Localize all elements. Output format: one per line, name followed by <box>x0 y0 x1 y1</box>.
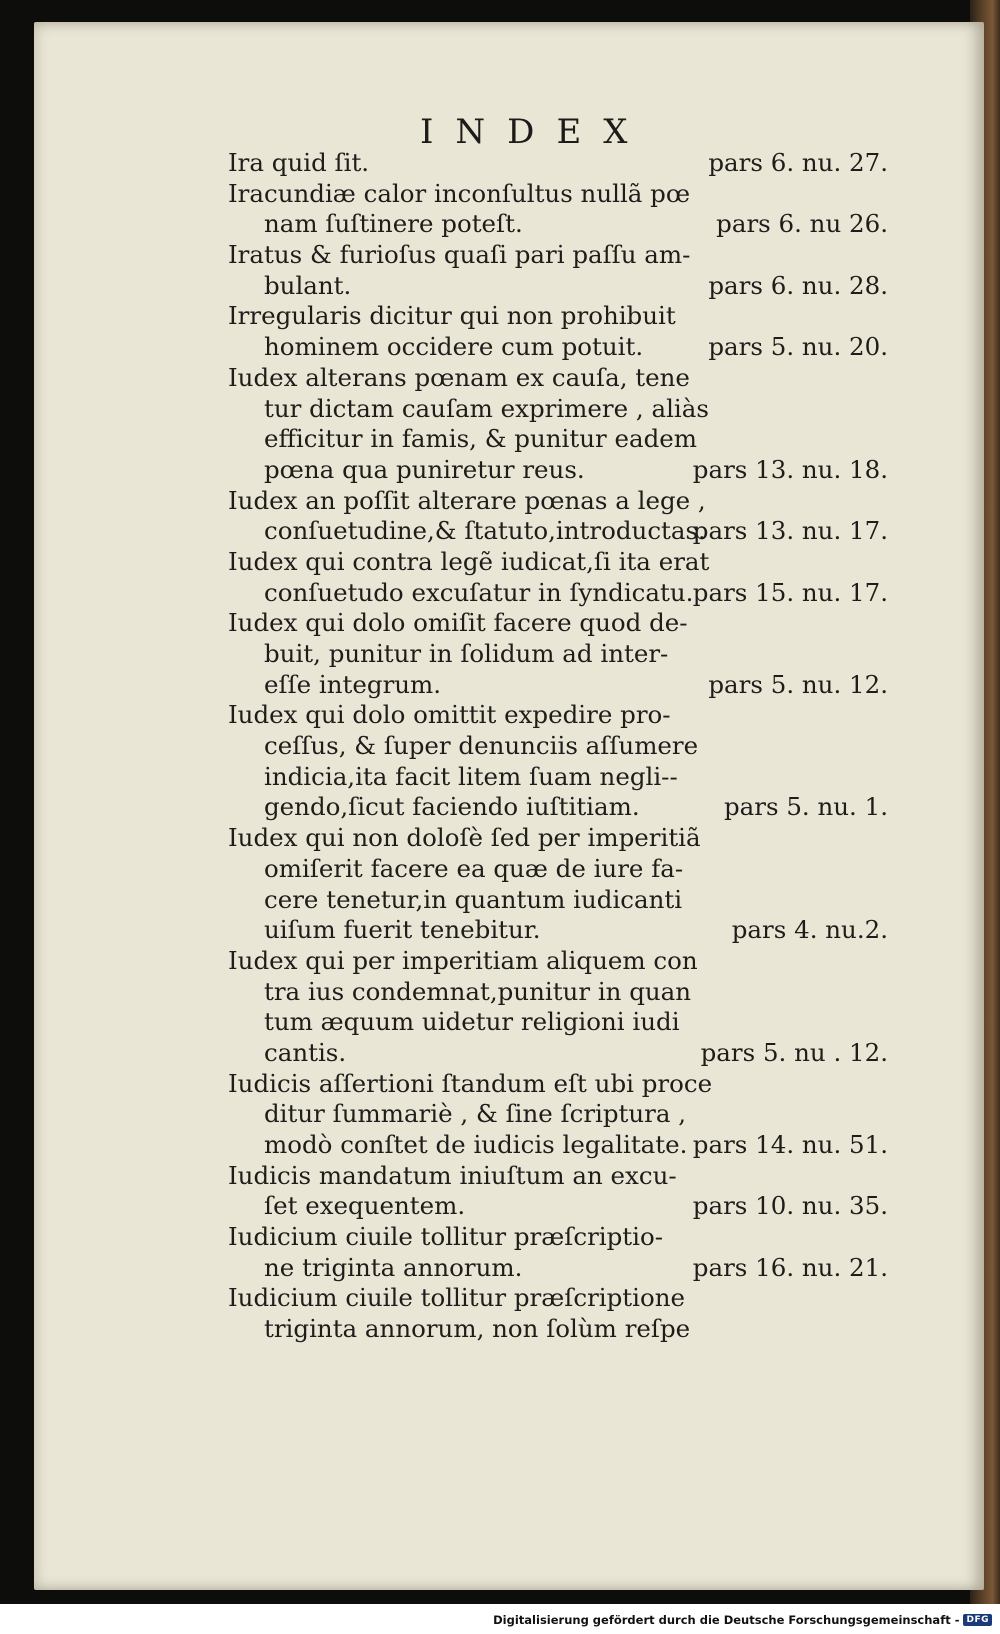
entry-reference: pars 4. nu.2. <box>731 915 888 945</box>
dfg-logo: DFG <box>963 1614 992 1626</box>
index-entry <box>228 1283 888 1344</box>
index-entry <box>228 301 888 362</box>
entry-line <box>228 363 888 394</box>
entry-text: pœna qua puniretur reus. <box>264 454 585 484</box>
entry-text: gendo,ſicut faciendo iuſtitiam. <box>264 792 640 822</box>
entry-text: Iudex qui dolo omiſit facere quod de- <box>228 608 688 638</box>
entry-line <box>228 240 888 271</box>
entry-reference: pars 13. nu. 18. <box>692 454 888 484</box>
entry-text: cere tenetur,in quantum iudicanti <box>264 884 683 914</box>
index-entry <box>228 179 888 240</box>
entry-text: Iudex qui per imperitiam aliquem con <box>228 945 698 975</box>
entry-line <box>228 179 888 210</box>
entry-text: omiſerit facere ea quæ de iure fa- <box>264 853 684 883</box>
entry-line <box>228 209 888 240</box>
entry-reference: pars 15. nu. 17. <box>692 577 888 607</box>
entry-line <box>228 700 888 731</box>
entry-line <box>228 1069 888 1100</box>
entry-text: Iudex qui contra legẽ iudicat,ſi ita erat <box>228 546 710 576</box>
entry-reference: pars 6. nu. 28. <box>708 270 888 300</box>
entry-text: conſuetudine,& ſtatuto,introductas. <box>264 516 706 546</box>
entry-line <box>228 424 888 455</box>
entry-reference: pars 13. nu. 17. <box>692 516 888 546</box>
entry-text: bulant. <box>264 270 352 300</box>
entry-line <box>228 1253 888 1284</box>
index-entry <box>228 148 888 179</box>
entry-line <box>228 455 888 486</box>
index-entry <box>228 946 888 1069</box>
entry-text: Iudex alterans pœnam ex cauſa, tene <box>228 362 690 392</box>
entry-text: tum æquum uidetur religioni iudi <box>264 1007 680 1037</box>
entry-reference: pars 5. nu. 1. <box>723 792 888 822</box>
entry-text: Iudex an poſſit alterare pœnas a lege , <box>228 485 706 515</box>
entry-text: conſuetudo excuſatur in ſyndicatu. <box>264 577 694 607</box>
entry-text: Iudex qui dolo omittit expedire pro- <box>228 700 671 730</box>
index-entry <box>228 608 888 700</box>
entry-line <box>228 762 888 793</box>
index-entries <box>228 148 888 1345</box>
index-entry <box>228 1222 888 1283</box>
entry-text: Ira quid ſit. <box>228 148 370 177</box>
entry-line <box>228 792 888 823</box>
entry-line <box>228 301 888 332</box>
entry-reference: pars 6. nu 26. <box>716 209 888 239</box>
entry-text: nam ſuſtinere poteſt. <box>264 209 523 239</box>
entry-text: tur dictam cauſam exprimere , aliàs <box>264 393 709 423</box>
index-entry <box>228 486 888 547</box>
entry-line <box>228 1099 888 1130</box>
entry-text: cantis. <box>264 1037 347 1067</box>
entry-text: tra ius condemnat,punitur in quan <box>264 976 692 1006</box>
entry-line <box>228 639 888 670</box>
entry-text: Iudex qui non doloſè ſed per imperitiã <box>228 823 701 853</box>
entry-line <box>228 977 888 1008</box>
entry-line <box>228 1130 888 1161</box>
index-entry <box>228 700 888 823</box>
entry-reference: pars 6. nu. 27. <box>708 148 888 177</box>
index-entry <box>228 1069 888 1161</box>
entry-text: Iudicium ciuile tollitur præſcriptio- <box>228 1222 664 1252</box>
entry-line <box>228 271 888 302</box>
entry-reference: pars 16. nu. 21. <box>692 1252 888 1282</box>
index-entry <box>228 240 888 301</box>
entry-text: uiſum fuerit tenebitur. <box>264 915 541 945</box>
entry-text: Iratus & furioſus quaſi pari paſſu am- <box>228 240 691 270</box>
entry-text: modò conſtet de iudicis legalitate. <box>264 1130 688 1159</box>
entry-text: ſet exequentem. <box>264 1191 466 1221</box>
entry-line <box>228 394 888 425</box>
index-entry <box>228 1161 888 1222</box>
page-header: INDEX <box>420 112 650 152</box>
entry-text: eſſe integrum. <box>264 669 442 699</box>
entry-line <box>228 148 888 179</box>
index-entry <box>228 823 888 946</box>
entry-text: Iudicis aſſertioni ſtandum eſt ubi proce <box>228 1068 713 1098</box>
entry-line <box>228 946 888 977</box>
entry-text: Iracundiæ calor inconſultus nullã pœ <box>228 178 691 208</box>
entry-line <box>228 486 888 517</box>
entry-text: indicia,ita facit litem ſuam negli-- <box>264 761 678 791</box>
entry-text: Iudicis mandatum iniuſtum an excu- <box>228 1160 677 1190</box>
entry-line <box>228 578 888 609</box>
entry-text: hominem occidere cum potuit. <box>264 332 644 362</box>
entry-reference: pars 14. nu. 51. <box>692 1130 888 1159</box>
entry-text: buit, punitur in ſolidum ad inter- <box>264 639 669 668</box>
entry-line <box>228 731 888 762</box>
entry-text: Irregularis dicitur qui non prohibuit <box>228 301 676 331</box>
entry-text: ne triginta annorum. <box>264 1252 523 1282</box>
footer <box>493 1611 992 1629</box>
entry-line <box>228 885 888 916</box>
entry-line <box>228 1038 888 1069</box>
entry-text: ceſſus, & ſuper denunciis aſſumere <box>264 731 699 761</box>
footer-text: Digitalisierung gefördert durch die Deutsche Forschungsgemeinschaft - <box>493 1613 960 1627</box>
entry-line <box>228 1007 888 1038</box>
entry-line <box>228 608 888 639</box>
entry-line <box>228 1314 888 1345</box>
entry-line <box>228 823 888 854</box>
entry-text: ditur ſummariè , & ſine ſcriptura , <box>264 1099 687 1129</box>
entry-line <box>228 1283 888 1314</box>
entry-line <box>228 516 888 547</box>
entry-reference: pars 5. nu. 12. <box>708 669 888 699</box>
entry-line <box>228 1222 888 1253</box>
entry-reference: pars 5. nu. 20. <box>708 332 888 362</box>
entry-line <box>228 1191 888 1222</box>
entry-line <box>228 547 888 578</box>
entry-line <box>228 915 888 946</box>
index-entry <box>228 363 888 486</box>
entry-text: triginta annorum, non ſolùm reſpe <box>264 1314 691 1344</box>
entry-reference: pars 5. nu . 12. <box>700 1037 888 1067</box>
entry-line <box>228 332 888 363</box>
entry-line <box>228 854 888 885</box>
entry-text: efficitur in famis, & punitur eadem <box>264 424 698 454</box>
entry-reference: pars 10. nu. 35. <box>692 1191 888 1221</box>
entry-text: Iudicium ciuile tollitur præſcriptione <box>228 1283 686 1313</box>
entry-line <box>228 670 888 701</box>
index-entry <box>228 547 888 608</box>
entry-line <box>228 1161 888 1192</box>
